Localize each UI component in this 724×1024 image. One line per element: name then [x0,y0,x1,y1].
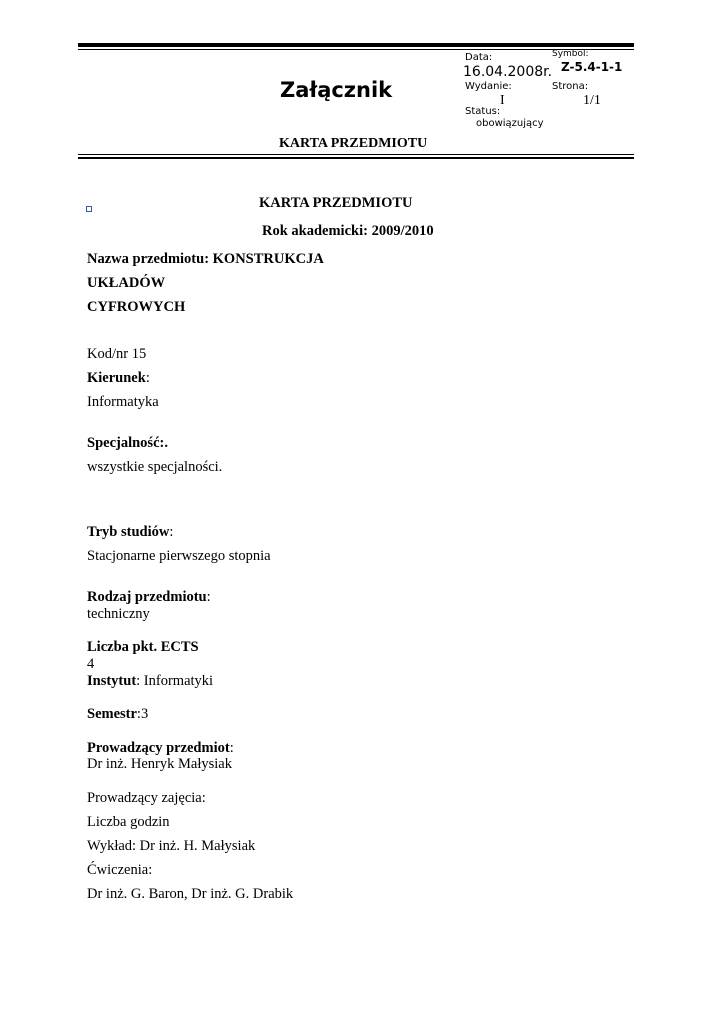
hours-label: Liczba godzin [87,814,170,830]
mode-label: Tryb studiów [87,524,170,540]
subject-type: Rodzaj przedmiotu: [87,589,211,605]
ects-value: 4 [87,656,95,672]
institute [87,673,213,690]
exercises-label: Ćwiczenia: [87,862,153,878]
semester [87,706,148,723]
header-top-rule-thick [78,43,634,47]
institute-value: : Informatyki [136,673,214,689]
subject-label: Nazwa przedmiotu: [87,251,210,267]
course-code: Kod/nr 15 [87,346,147,362]
type-value: techniczny [87,606,150,622]
edition-label: Wydanie: [465,81,512,92]
lecturer-value: Dr inż. Henryk Małysiak [87,756,232,772]
semester-label: Semestr [87,706,137,722]
page-label: Strona: [552,81,589,92]
exercises-value: Dr inż. G. Baron, Dr inż. G. Drabik [87,886,294,902]
semester-value: :3 [136,706,149,722]
type-label: Rodzaj przedmiotu [87,589,207,605]
specialty-label: Specjalność:. [87,435,168,451]
header-top-rule-thin [78,49,634,50]
date-label: Data: [465,52,493,63]
direction-value: Informatyka [87,394,159,410]
doc-heading: KARTA PRZEDMIOTU [259,195,413,211]
symbol-label: Symbol: [552,49,589,59]
institute-label: Instytut [87,673,137,689]
lecturer-label: Prowadzący przedmiot [87,740,230,756]
ects-label: Liczba pkt. ECTS [87,639,199,655]
edition-value: I [500,93,505,108]
anchor-marker [86,206,92,212]
header-bottom-rule-thin [78,154,634,155]
subject-line2: UKŁADÓW [87,275,166,291]
page-value: 1/1 [583,93,601,108]
specialty-value: wszystkie specjalności. [87,459,223,475]
academic-year: Rok akademicki: 2009/2010 [262,223,434,239]
date-value: 16.04.2008r. [463,64,553,80]
study-mode: Tryb studiów: [87,524,174,540]
status-value: obowiązujący [476,118,544,129]
lecturer: Prowadzący przedmiot: [87,740,234,756]
instructors-label: Prowadzący zajęcia: [87,790,206,806]
direction-label: Kierunek [87,370,146,386]
header-subtitle: KARTA PRZEDMIOTU [279,136,428,151]
lecture-line: Wykład: Dr inż. H. Małysiak [87,838,256,854]
header-title: Załącznik [280,78,393,102]
mode-value: Stacjonarne pierwszego stopnia [87,548,271,564]
subject-name [87,251,324,268]
status-label: Status: [465,106,501,117]
symbol-value: Z-5.4-1-1 [561,60,623,74]
subject-line1: KONSTRUKCJA [212,251,324,267]
direction: Kierunek: [87,370,150,386]
subject-line3: CYFROWYCH [87,299,186,315]
header-bottom-rule-thick [78,157,634,159]
